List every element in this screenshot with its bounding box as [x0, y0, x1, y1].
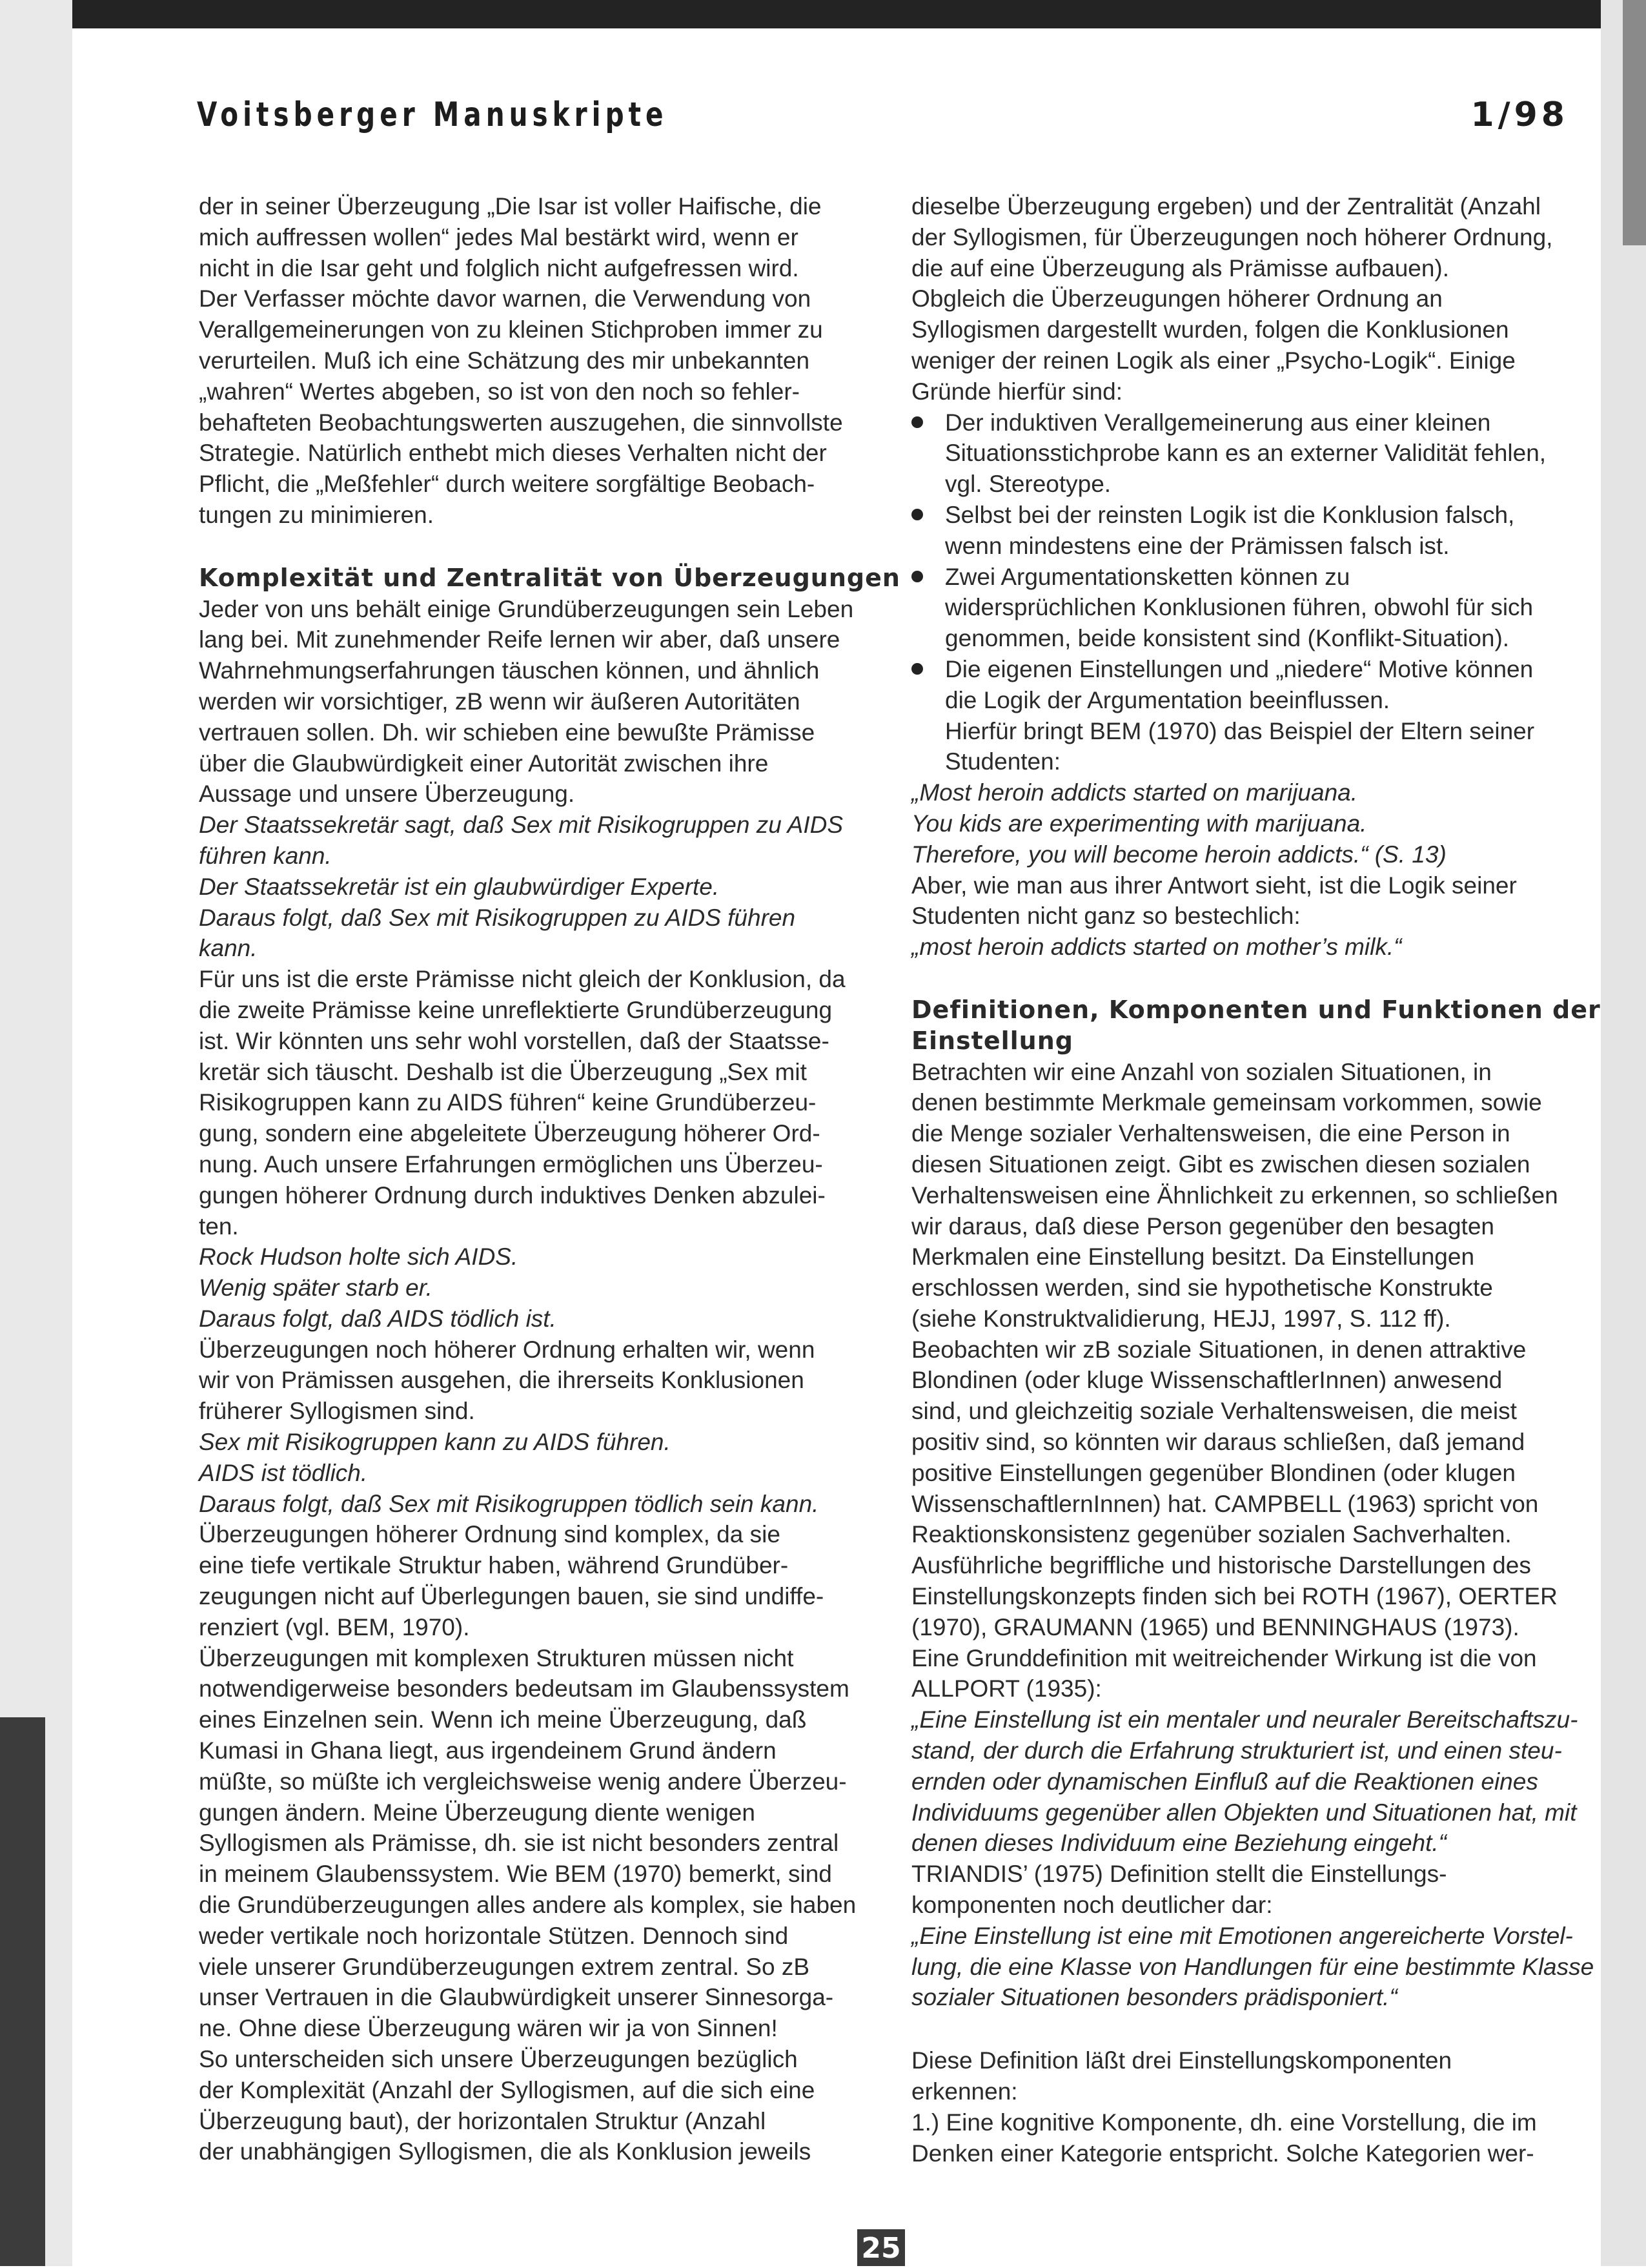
text-line: führen kann. [199, 842, 332, 869]
text-line: Der Staatssekretär ist ein glaubwürdiger Experte. [199, 873, 720, 900]
text-line: gungen höherer Ordnung durch induktives Denken abzulei- [199, 1181, 826, 1209]
text-line: werden wir vorsichtiger, zB wenn wir äußeren Autoritäten [199, 688, 800, 715]
section-heading: Einstellung [911, 1026, 1073, 1055]
text-line: wir von Prämissen ausgehen, die ihrerseits Konklusionen [199, 1367, 804, 1394]
text-line: verurteilen. Muß ich eine Schätzung des mir unbekannten [199, 347, 810, 374]
paragraph [199, 1519, 860, 2167]
list-item [911, 500, 1576, 562]
text-line: Obgleich die Überzeugungen höherer Ordnung an [911, 285, 1443, 312]
text-line: Beobachten wir zB soziale Situationen, in denen attraktive [911, 1336, 1527, 1363]
quote [911, 1704, 1576, 1859]
text-line: Überzeugungen höherer Ordnung sind komplex, da sie [199, 1521, 780, 1548]
text-line: Die eigenen Einstellungen und „niedere“ Motive können [945, 655, 1534, 682]
text-line: diesen Situationen zeigt. Gibt es zwischen diesen sozialen [911, 1150, 1530, 1178]
text-line: die Logik der Argumentation beeinflussen. [945, 686, 1390, 713]
text-line: Für uns ist die erste Prämisse nicht gleich der Konklusion, da [199, 966, 846, 993]
text-line: ernden oder dynamischen Einfluß auf die Reaktionen eines [911, 1768, 1538, 1795]
text-line: Sex mit Risikogruppen kann zu AIDS führen. [199, 1429, 671, 1456]
text-line: Blondinen (oder kluge WissenschaftlerInnen) anwesend [911, 1367, 1503, 1394]
text-line: die auf eine Überzeugung als Prämisse aufbauen). [911, 254, 1450, 281]
text-line: So unterscheiden sich unsere Überzeugungen bezüglich [199, 2046, 798, 2073]
text-line: Syllogismen als Prämisse, dh. sie ist nicht besonders zentral [199, 1830, 839, 1857]
paragraph [199, 594, 860, 810]
text-line: erschlossen werden, sind sie hypothetische Konstrukte [911, 1274, 1493, 1302]
text-line: komponenten noch deutlicher dar: [911, 1892, 1273, 1919]
text-line: stand, der durch die Erfahrung strukturiert ist, und einen steu- [911, 1737, 1562, 1764]
text-line: der Komplexität (Anzahl der Syllogismen, auf die sich eine [199, 2076, 815, 2103]
text-line: sozialer Situationen besonders prädisponiert.“ [911, 1984, 1397, 2011]
text-line: Jeder von uns behält einige Grundüberzeugungen sein Leben [199, 595, 854, 622]
paragraph [911, 191, 1576, 407]
text-line: behafteten Beobachtungswerten auszugehen, die sinnvollste [199, 409, 843, 436]
text-line: ist. Wir könnten uns sehr wohl vorstellen, daß der Staatsse- [199, 1027, 829, 1054]
bullet-list [911, 407, 1576, 778]
text-line: eines Einzelnen sein. Wenn ich meine Überzeugung, daß [199, 1706, 807, 1733]
text-line: weniger der reinen Logik als einer „Psycho-Logik“. Einige [911, 347, 1516, 374]
text-line: weder vertikale noch horizontale Stützen. Dennoch sind [199, 1922, 789, 1949]
text-line: Einstellungskonzepts finden sich bei ROTH (1967), OERTER [911, 1583, 1558, 1610]
text-line: unser Vertrauen in die Glaubwürdigkeit unserer Sinnesorga- [199, 1984, 834, 2011]
text-line: die Menge sozialer Verhaltensweisen, die eine Person in [911, 1120, 1510, 1147]
text-line: kretär sich täuscht. Deshalb ist die Überzeugung „Sex mit [199, 1058, 807, 1085]
text-line: viele unserer Grundüberzeugungen extrem zentral. So zB [199, 1953, 810, 1980]
text-line: ten. [199, 1212, 239, 1240]
page-number: 25 [857, 2229, 905, 2266]
text-line: Selbst bei der reinsten Logik ist die Konklusion falsch, [945, 501, 1515, 528]
text-line: Überzeugungen noch höherer Ordnung erhalten wir, wenn [199, 1336, 815, 1363]
left-column [199, 191, 900, 2167]
text-line: Überzeugungen mit komplexen Strukturen müssen nicht [199, 1644, 794, 1671]
text-line: Kumasi in Ghana liegt, aus irgendeinem Grund ändern [199, 1737, 777, 1764]
text-line: Studenten: [945, 748, 1061, 775]
text-line: denen dieses Individuum eine Beziehung eingeht.“ [911, 1830, 1447, 1857]
text-line: Strategie. Natürlich enthebt mich dieses Verhalten nicht der [199, 440, 827, 467]
scan-shadow-left [0, 1717, 45, 2266]
text-line: über die Glaubwürdigkeit einer Autorität zwischen ihre [199, 750, 769, 777]
text-line: Hierfür bringt BEM (1970) das Beispiel der Eltern seiner [945, 717, 1535, 744]
syllogism [199, 1241, 860, 1334]
text-line: WissenschaftlernInnen) hat. CAMPBELL (1963) spricht von [911, 1490, 1539, 1517]
text-line: die zweite Prämisse keine unreflektierte Grundüberzeugung [199, 996, 833, 1023]
text-line: wenn mindestens eine der Prämissen falsch ist. [945, 532, 1450, 559]
quote [911, 777, 1576, 870]
section-heading: Definitionen, Komponenten und Funktionen der [911, 995, 1601, 1024]
text-line: „wahren“ Wertes abgeben, so ist von den noch so fehler- [199, 378, 800, 405]
list-item [911, 654, 1576, 777]
text-line: der in seiner Überzeugung „Die Isar ist voller Haifische, die [199, 193, 822, 220]
text-line: Situationsstichprobe kann es an externer Validität fehlen, [945, 440, 1547, 467]
paragraph [911, 1859, 1576, 1921]
text-line: renziert (vgl. BEM, 1970). [199, 1613, 470, 1640]
text-line: kann. [199, 935, 258, 962]
text-line: Diese Definition läßt drei Einstellungskomponenten [911, 2047, 1452, 2074]
paragraph [911, 1057, 1576, 1705]
text-line: Verallgemeinerungen von zu kleinen Stichproben immer zu [199, 316, 823, 343]
text-line: wir daraus, daß diese Person gegenüber den besagten [911, 1212, 1494, 1240]
text-line: müßte, so müßte ich vergleichsweise wenig andere Überzeu- [199, 1768, 847, 1795]
spacer [911, 2013, 1576, 2045]
text-line: lang bei. Mit zunehmender Reife lernen wir aber, daß unsere [199, 626, 840, 653]
text-line: mich auffressen wollen“ jedes Mal bestärkt wird, wenn er [199, 223, 798, 250]
scan-border-top [0, 0, 1646, 28]
quote: „most heroin addicts started on mother’s milk.“ [911, 934, 1402, 961]
syllogism [199, 1427, 860, 1519]
text-line: Daraus folgt, daß Sex mit Risikogruppen tödlich sein kann. [199, 1490, 819, 1517]
text-line: gung, sondern eine abgeleitete Überzeugung höherer Ord- [199, 1120, 820, 1147]
section-heading: Komplexität und Zentralität von Überzeugungen [199, 563, 900, 592]
text-line: (1970), GRAUMANN (1965) und BENNINGHAUS (1973). [911, 1613, 1519, 1640]
text-line: Eine Grunddefinition mit weitreichender Wirkung ist die von [911, 1644, 1537, 1671]
text-line: Risikogruppen kann zu AIDS führen“ keine Grundüberzeu- [199, 1089, 817, 1116]
paragraph [199, 1334, 860, 1427]
text-line: positive Einstellungen gegenüber Blondinen (oder klugen [911, 1459, 1516, 1486]
text-line: positiv sind, so könnten wir daraus schließen, daß jemand [911, 1429, 1525, 1456]
text-line: Der Verfasser möchte davor warnen, die Verwendung von [199, 285, 811, 312]
text-line: AIDS ist tödlich. [199, 1459, 368, 1486]
text-line: genommen, beide konsistent sind (Konflikt-Situation). [945, 625, 1510, 652]
journal-title: Voitsberger Manuskripte [197, 96, 668, 134]
text-line: Betrachten wir eine Anzahl von sozialen Situationen, in [911, 1058, 1492, 1085]
text-line: nicht in die Isar geht und folglich nicht aufgefressen wird. [199, 254, 799, 281]
text-line: Therefore, you will become heroin addicts.“ (S. 13) [911, 841, 1447, 868]
text-line: Wahrnehmungserfahrungen täuschen können, und ähnlich [199, 657, 820, 684]
scan-border-right [1601, 0, 1646, 2266]
text-line: erkennen: [911, 2078, 1018, 2105]
text-line: vgl. Stereotype. [945, 471, 1112, 498]
right-column [911, 191, 1601, 2169]
text-line: die Grundüberzeugungen alles andere als komplex, sie haben [199, 1892, 857, 1919]
text-line: Individuums gegenüber allen Objekten und Situationen hat, mit [911, 1799, 1577, 1826]
syllogism [199, 810, 860, 964]
text-line: tungen zu minimieren. [199, 501, 434, 528]
text-line: sind, und gleichzeitig soziale Verhaltensweisen, die meist [911, 1398, 1517, 1425]
text-line: Gründe hierfür sind: [911, 378, 1123, 405]
text-line: Studenten nicht ganz so bestechlich: [911, 903, 1301, 930]
text-line: widersprüchlichen Konklusionen führen, obwohl für sich [945, 594, 1534, 621]
text-line: (siehe Konstruktvalidierung, HEJJ, 1997, S. 112 ff). [911, 1305, 1451, 1332]
text-line: You kids are experimenting with marijuana. [911, 810, 1367, 837]
text-line: „Eine Einstellung ist eine mit Emotionen angereicherte Vorstel- [911, 1922, 1573, 1949]
text-line: Daraus folgt, daß AIDS tödlich ist. [199, 1305, 556, 1332]
text-line: gungen ändern. Meine Überzeugung diente wenigen [199, 1799, 755, 1826]
text-line: Denken einer Kategorie entspricht. Solche Kategorien wer- [911, 2140, 1534, 2167]
text-line: zeugungen nicht auf Überlegungen bauen, sie sind undiffe- [199, 1583, 824, 1610]
paragraph [199, 964, 860, 1241]
issue-number: 1/98 [1470, 96, 1569, 134]
text-line: in meinem Glaubenssystem. Wie BEM (1970) bemerkt, sind [199, 1861, 832, 1888]
intro-paragraph [199, 191, 860, 531]
list-item [911, 407, 1576, 500]
text-line: 1.) Eine kognitive Komponente, dh. eine Vorstellung, die im [911, 2109, 1537, 2136]
text-line: notwendigerweise besonders bedeutsam im Glaubenssystem [199, 1675, 849, 1702]
text-line: Aber, wie man aus ihrer Antwort sieht, ist die Logik seiner [911, 872, 1517, 899]
paragraph [911, 2045, 1576, 2169]
spacer [199, 531, 860, 563]
text-line: Der Staatssekretär sagt, daß Sex mit Risikogruppen zu AIDS [199, 812, 844, 839]
text-line: Aussage und unsere Überzeugung. [199, 781, 575, 808]
text-line: ne. Ohne diese Überzeugung wären wir ja von Sinnen! [199, 2015, 778, 2042]
text-line: Merkmalen eine Einstellung besitzt. Da Einstellungen [911, 1243, 1475, 1271]
text-line: der unabhängigen Syllogismen, die als Konklusion jeweils [199, 2138, 811, 2165]
text-line: Zwei Argumentationsketten können zu [945, 563, 1350, 590]
paragraph [911, 870, 1576, 932]
text-line: früherer Syllogismen sind. [199, 1398, 475, 1425]
text-line: Überzeugung baut), der horizontalen Struktur (Anzahl [199, 2107, 766, 2134]
text-line: „Most heroin addicts started on marijuana. [911, 779, 1358, 806]
text-line: Verhaltensweisen eine Ähnlichkeit zu erkennen, so schließen [911, 1181, 1558, 1209]
list-item [911, 562, 1576, 654]
text-line: „Eine Einstellung ist ein mentaler und neuraler Bereitschaftszu- [911, 1706, 1578, 1733]
scan-shadow-right [1623, 0, 1646, 245]
text-line: vertrauen sollen. Dh. wir schieben eine bewußte Prämisse [199, 719, 815, 746]
text-line: eine tiefe vertikale Struktur haben, während Grundüber- [199, 1552, 789, 1579]
text-line: TRIANDIS’ (1975) Definition stellt die Einstellungs- [911, 1861, 1447, 1888]
text-line: Pflicht, die „Meßfehler“ durch weitere sorgfältige Beobach- [199, 471, 815, 498]
text-line: ALLPORT (1935): [911, 1675, 1102, 1702]
text-line: denen bestimmte Merkmale gemeinsam vorkommen, sowie [911, 1089, 1542, 1116]
text-line: Rock Hudson holte sich AIDS. [199, 1243, 518, 1271]
spacer [911, 963, 1576, 995]
quote [911, 1921, 1594, 2013]
text-line: Daraus folgt, daß Sex mit Risikogruppen zu AIDS führen [199, 904, 796, 931]
text-line: der Syllogismen, für Überzeugungen noch höherer Ordnung, [911, 223, 1553, 250]
text-line: Reaktionskonsistenz gegenüber sozialen Sachverhalten. [911, 1521, 1512, 1548]
text-line: lung, die eine Klasse von Handlungen für eine bestimmte Klasse [911, 1953, 1594, 1980]
text-line: Ausführliche begriffliche und historische Darstellungen des [911, 1552, 1531, 1579]
text-line: Der induktiven Verallgemeinerung aus einer kleinen [945, 409, 1491, 436]
text-line: Wenig später starb er. [199, 1274, 432, 1302]
text-line: dieselbe Überzeugung ergeben) und der Zentralität (Anzahl [911, 193, 1541, 220]
text-line: nung. Auch unsere Erfahrungen ermöglichen uns Überzeu- [199, 1150, 823, 1178]
text-line: Syllogismen dargestellt wurden, folgen die Konklusionen [911, 316, 1509, 343]
